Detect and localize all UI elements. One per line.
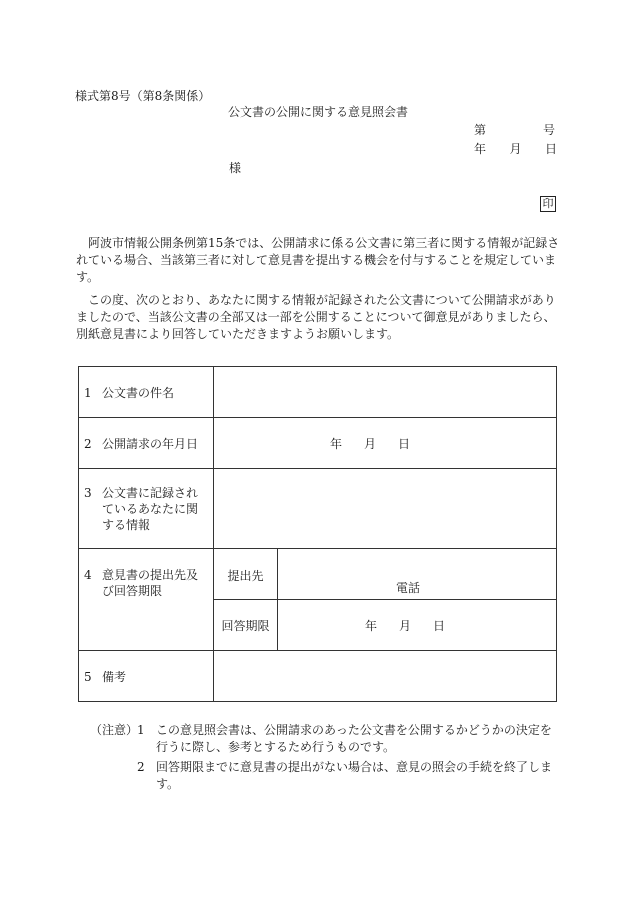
row4-number: 4 [84,568,92,582]
notes-section [90,722,560,793]
body-paragraph-1: 阿波市情報公開条例第15条では、公開請求に係る公文書に第三者に関する情報が記録されている場合、当該第三者に対して意見書を提出する機会を付与することを規定しています。 [76,236,560,284]
issue-date-month: 月 [509,142,522,156]
row3-number: 3 [84,485,92,500]
row4-label: 意見書の提出先及び回答期限 [102,568,199,598]
row5-label: 備考 [102,669,127,684]
recorded-info-field[interactable] [214,469,557,549]
table-row [79,549,557,600]
row2-label: 公開請求の年月日 [102,436,199,451]
issue-date [474,141,557,157]
row2-label-cell [79,418,214,469]
note-item [90,722,560,756]
deadline-year: 年 [364,618,377,633]
row5-label-cell [79,651,214,702]
deadline-month: 月 [398,618,411,633]
row1-label: 公文書の件名 [102,385,175,400]
table-row [79,418,557,469]
destination-label: 提出先 [227,569,264,583]
seal-mark: 印 [540,196,556,212]
note-item [90,759,560,793]
row1-number: 1 [84,385,92,400]
issue-date-year: 年 [474,142,487,156]
deadline-label: 回答期限 [221,618,270,633]
note-number: 1 [137,723,145,737]
deadline-field[interactable] [278,600,557,651]
telephone-label: 電話 [396,581,421,595]
request-date-day: 日 [398,436,411,451]
request-date-year: 年 [329,436,342,451]
request-date-month: 月 [363,436,376,451]
row3-label: 公文書に記録されているあなたに関する情報 [102,485,199,532]
request-date-field[interactable] [214,418,557,469]
note-text: 回答期限までに意見書の提出がない場合は、意見の照会の手続を終了します。 [156,760,553,791]
destination-label-cell [214,549,278,600]
inquiry-table [78,366,557,702]
row4-label-cell [79,549,214,651]
notes-label: （注意） [90,723,139,737]
note-number: 2 [137,760,145,774]
table-row [79,367,557,418]
table-row [79,651,557,702]
destination-field[interactable] [278,549,557,600]
document-number-prefix: 第 [474,123,487,137]
note-text: この意見照会書は、公開請求のあった公文書を公開するかどうかの決定を行うに際し、参考とするため行うものです。 [156,723,552,754]
deadline-day: 日 [433,618,446,633]
row2-number: 2 [84,436,92,451]
deadline-label-cell [214,600,278,651]
body-paragraph-2: この度、次のとおり、あなたに関する情報が記録された公文書について公開請求がありましたので、当該公文書の全部又は一部を公開することについて御意見がありましたら、別紙意見書により回答していただきますようお願いします。 [76,293,556,341]
issue-date-day: 日 [544,142,557,156]
row3-label-cell [79,469,214,549]
row1-label-cell [79,367,214,418]
document-title: 公文書の公開に関する意見照会書 [228,105,409,119]
document-name-field[interactable] [214,367,557,418]
row5-number: 5 [84,669,92,684]
form-number: 様式第8号（第8条関係） [75,89,211,103]
document-number-suffix: 号 [543,123,556,137]
table-row [79,469,557,549]
remarks-field[interactable] [214,651,557,702]
addressee-suffix: 様 [229,161,242,175]
